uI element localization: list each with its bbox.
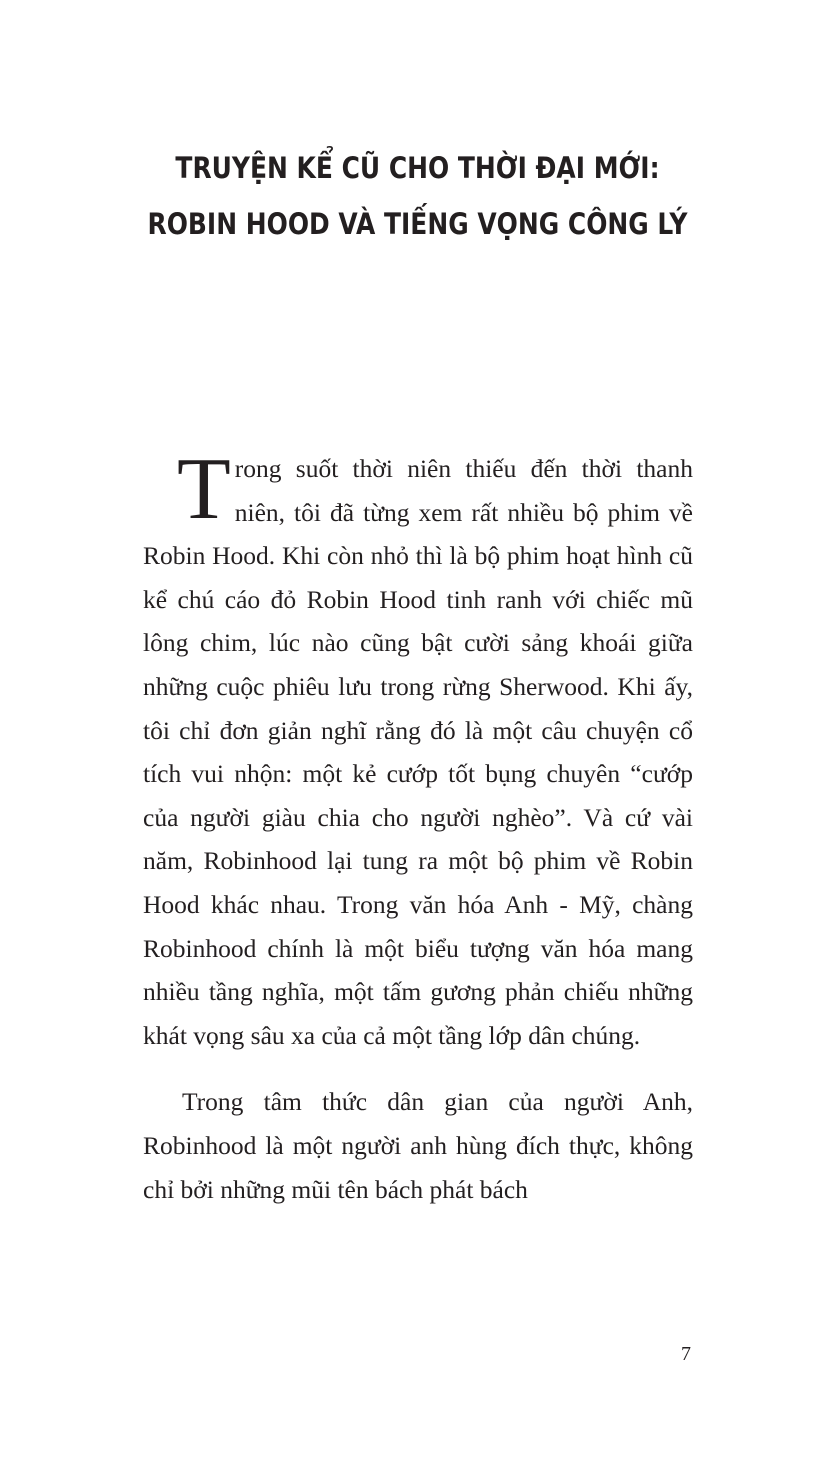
chapter-title	[58, 140, 776, 252]
chapter-title-line-2: ROBIN HOOD VÀ TIẾNG VỌNG CÔNG LÝ	[147, 207, 688, 241]
body-text	[143, 441, 693, 1211]
paragraph-1	[143, 441, 693, 1057]
drop-cap: T	[177, 441, 231, 538]
paragraph-2-text: Trong tâm thức dân gian của người Anh, Robinhood là một người anh hùng đích thực, không chỉ bởi những mũi tên bách phát bách	[143, 1087, 693, 1204]
chapter-title-line-1: TRUYỆN KỂ CŨ CHO THỜI ĐẠI MỚI:	[175, 151, 660, 185]
paragraph-1-text: rong suốt thời niên thiếu đến thời thanh niên, tôi đã từng xem rất nhiều bộ phim về Robin Hood. Khi còn nhỏ thì là bộ phim hoạt hình cũ kể chú cáo đỏ Robin Hood tinh ranh với chiếc mũ lông chim, lúc nào cũng bật cười sảng khoái giữa những cuộc phiêu lưu trong rừng Sherwood. Khi ấy, tôi chỉ đơn giản nghĩ rằng đó là một câu chuyện cổ tích vui nhộn: một kẻ cướp tốt bụng chuyên “cướp của người giàu chia cho người nghèo”. Và cứ vài năm, Robinhood lại tung ra một bộ phim về Robin Hood khác nhau. Trong văn hóa Anh - Mỹ, chàng Robinhood chính là một biểu tượng văn hóa mang nhiều tầng nghĩa, một tấm gương phản chiếu những khát vọng sâu xa của cả một tầng lớp dân chúng.	[143, 454, 693, 1050]
paragraph-2	[143, 1080, 693, 1211]
page-number: 7	[681, 1343, 691, 1365]
